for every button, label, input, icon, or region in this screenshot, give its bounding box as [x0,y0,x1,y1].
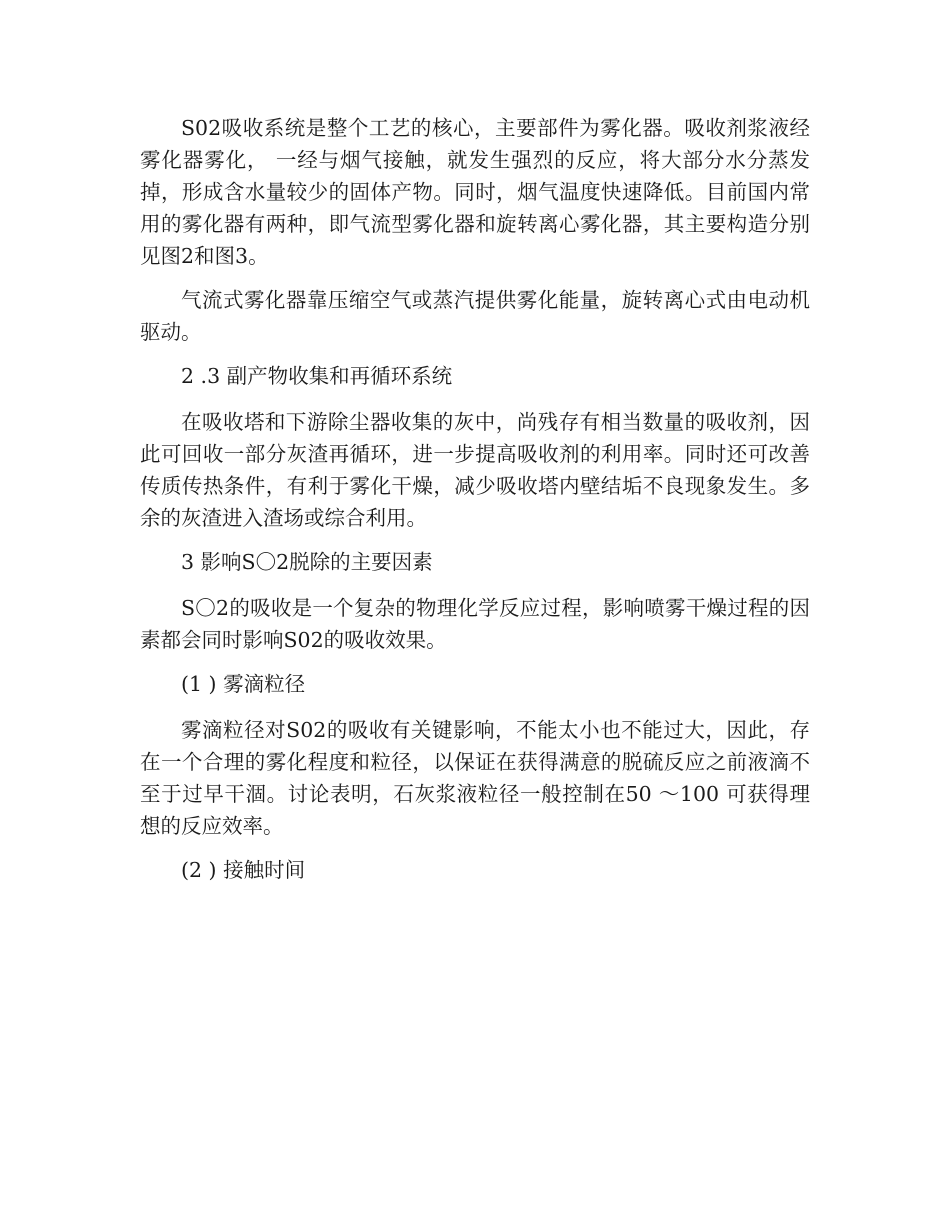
paragraph-atomizer-energy: 气流式雾化器靠压缩空气或蒸汽提供雾化能量，旋转离心式由电动机驱动。 [140,288,810,344]
section-heading-3: 3 影响S〇2脱除的主要因素 [181,550,433,574]
subheading-contact-time: (2 ) 接触时间 [181,858,306,882]
subheading-droplet-size: (1 ) 雾滴粒径 [181,672,306,696]
paragraph-so2-absorption-process: S〇2的吸收是一个复杂的物理化学反应过程，影响喷雾干燥过程的因素都会同时影响S02的吸收效果。 [140,596,810,652]
document-page [140,112,810,900]
paragraph-droplet-size: 雾滴粒径对S02的吸收有关键影响，不能太小也不能过大，因此，存在一个合理的雾化程度和粒径，以保证在获得满意的脱硫反应之前液滴不至于过早干涸。讨论表明，石灰浆液粒径一般控制在50 〜100 可获得理想的反应效率。 [140,718,810,838]
paragraph-so2-absorption-system: S02吸收系统是整个工艺的核心，主要部件为雾化器。吸收剂浆液经雾化器雾化， 一经与烟气接触，就发生强烈的反应，将大部分水分蒸发掉，形成含水量较少的固体产物。同时，烟气温度快速降低。目前国内常用的雾化器有两种，即气流型雾化器和旋转离心雾化器，其主要构造分别见图2和图3。 [140,116,810,268]
paragraph-byproduct-recycling: 在吸收塔和下游除尘器收集的灰中，尚残存有相当数量的吸收剂，因此可回收一部分灰渣再循环，进一步提高吸收剂的利用率。同时还可改善传质传热条件，有利于雾化干燥，减少吸收塔内壁结垢不良现象发生。多余的灰渣进入渣场或综合利用。 [140,410,810,530]
section-heading-2-3: 2 .3 副产物收集和再循环系统 [181,364,453,388]
